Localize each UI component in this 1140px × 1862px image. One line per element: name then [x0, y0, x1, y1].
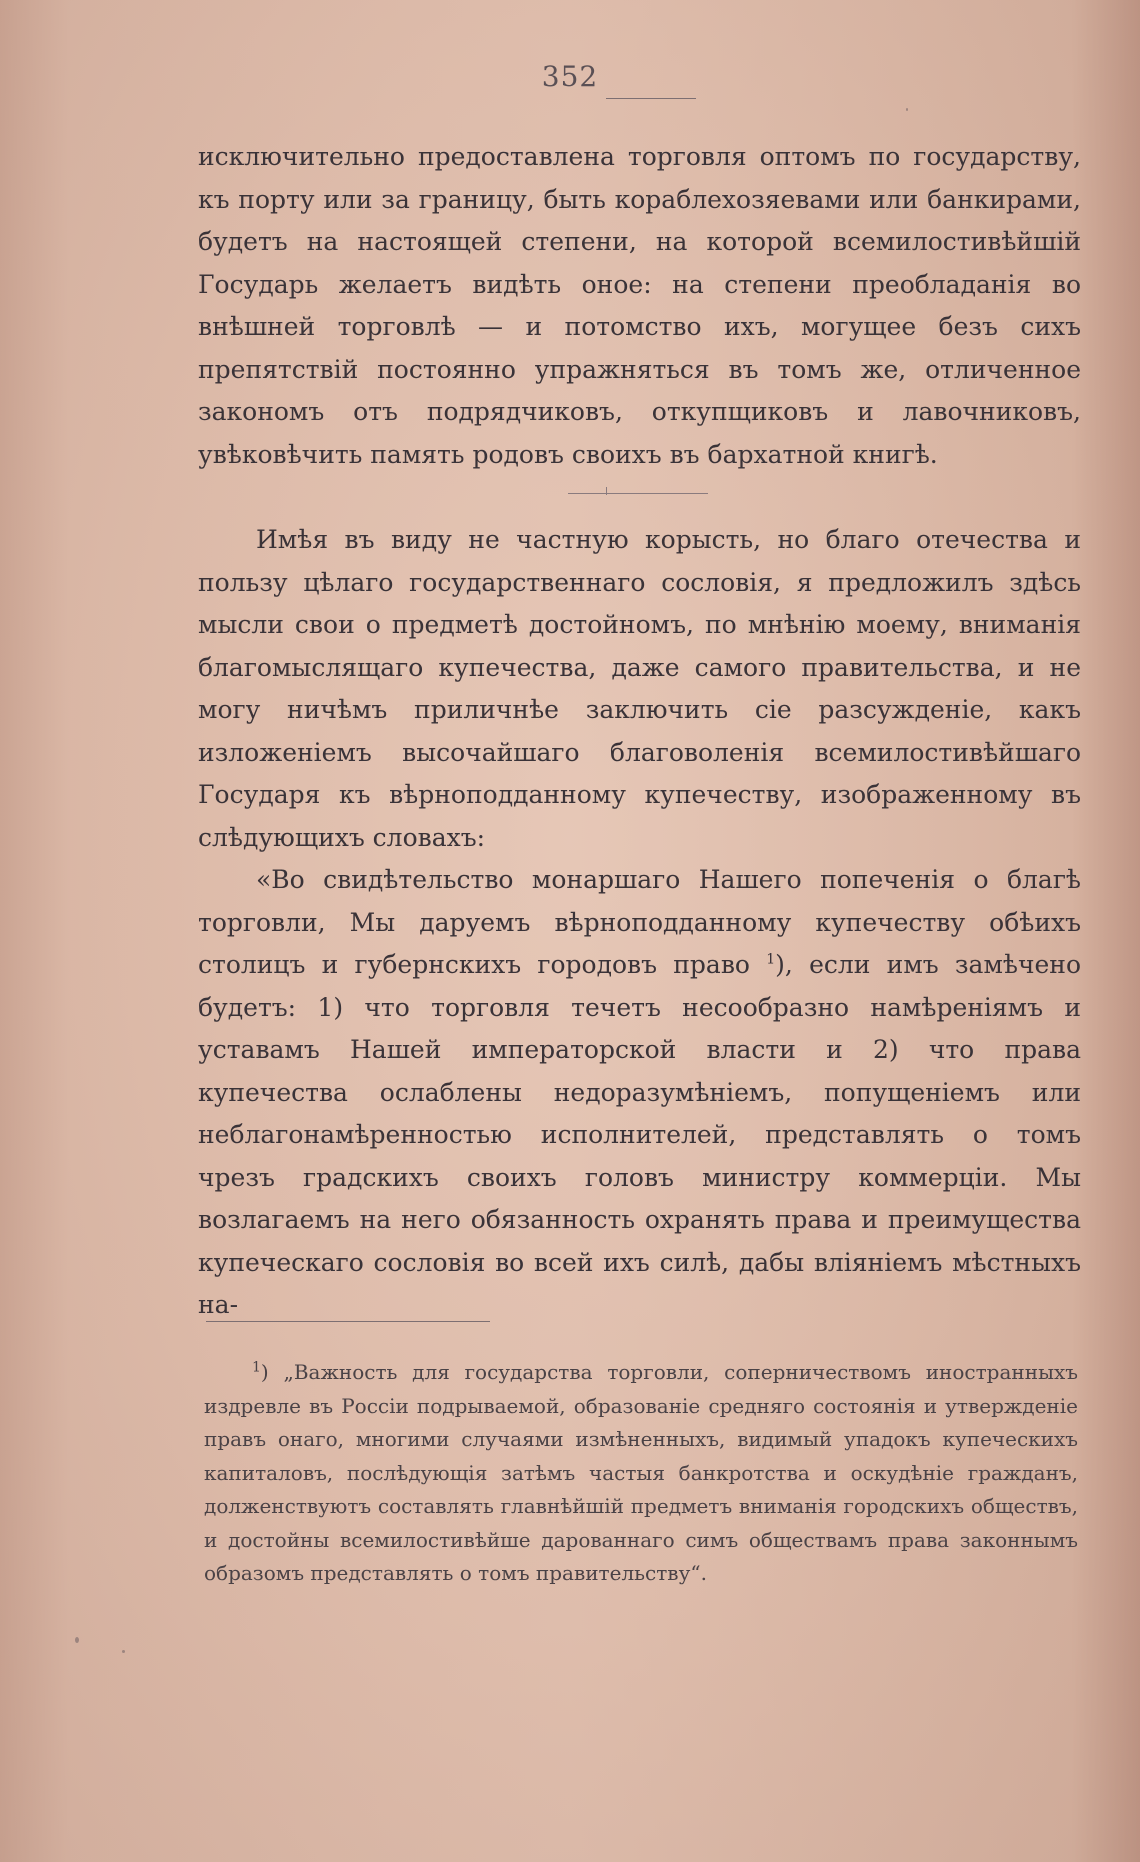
page-number: 352: [541, 60, 599, 93]
footnote-mark: 1: [252, 1359, 261, 1376]
section-separator: [568, 493, 708, 494]
section-separator-tick: [606, 487, 607, 495]
paper-speck: [122, 1650, 125, 1653]
quote-text-before-note: «Во свидѣтельство монаршаго Нашего попеченія о благѣ торговли, Мы даруемъ вѣрноподданному купечеству обѣихъ столицъ и губернскихъ городовъ право: [198, 865, 1081, 979]
footnote: [204, 1356, 1078, 1591]
page-number-rule: [606, 98, 696, 99]
main-paragraph: Имѣя въ виду не частную корысть, но благо отечества и пользу цѣлаго государственнаго сословія, я предложилъ здѣсь мысли свои о предметѣ достойномъ, по мнѣнію моему, вниманія благомыслящаго купечества, даже самого правительства, и не могу ничѣмъ приличнѣе заключить сіе разсужденіе, какъ изложеніемъ высочайшаго благоволенія всемилостивѣйшаго Государя къ вѣрноподданному купечеству, изображенному въ слѣдующихъ словахъ:: [198, 525, 1081, 852]
top-text-block: [198, 136, 1081, 476]
paper-speck: [906, 108, 908, 111]
footnote-rule: [206, 1321, 490, 1322]
footnote-reference: 1: [766, 951, 776, 968]
paper-speck: [75, 1637, 79, 1643]
quote-text-after-note: ), если имъ замѣчено будетъ: 1) что торговля течетъ несообразно намѣреніямъ и уставамъ Нашей императорской власти и 2) что права купечества ослаблены недоразумѣніемъ, попущеніемъ или неблагонамѣренностью исполнителей, представлять о томъ чрезъ градскихъ своихъ головъ министру коммерціи. Мы возлагаемъ на него обязанность охранять права и преимущества купеческаго сословія во всей ихъ силѣ, дабы вліяніемъ мѣстныхъ на-: [198, 950, 1082, 1319]
quote-paragraph: [198, 859, 1081, 1327]
main-text-block: [198, 519, 1081, 1327]
footnote-text: ) „Важность для государства торговли, соперничествомъ иностранныхъ издревле въ Россіи подрываемой, образованіе средняго состоянія и утвержденіе правъ онаго, многими случаями измѣненныхъ, видимый упадокъ купеческихъ капиталовъ, послѣдующія затѣмъ частыя банкротства и оскудѣніе гражданъ, долженствуютъ составлять главнѣйшій предметъ вниманія городскихъ обществъ, и достойны всемилостивѣйше дарованнаго симъ обществамъ права законнымъ образомъ представлять о томъ правительству“.: [204, 1360, 1078, 1585]
top-paragraph: исключительно предоставлена торговля оптомъ по государству, къ порту или за границу, быть кораблехозяевами или банкирами, будетъ на настоящей степени, на которой всемилостивѣйшій Государь желаетъ видѣть оное: на степени преобладанія во внѣшней торговлѣ — и потомство ихъ, могущее безъ сихъ препятствій постоянно упражняться въ томъ же, отличенное закономъ отъ подрядчиковъ, откупщиковъ и лавочниковъ, увѣковѣчить память родовъ своихъ въ бархатной книгѣ.: [198, 142, 1081, 469]
